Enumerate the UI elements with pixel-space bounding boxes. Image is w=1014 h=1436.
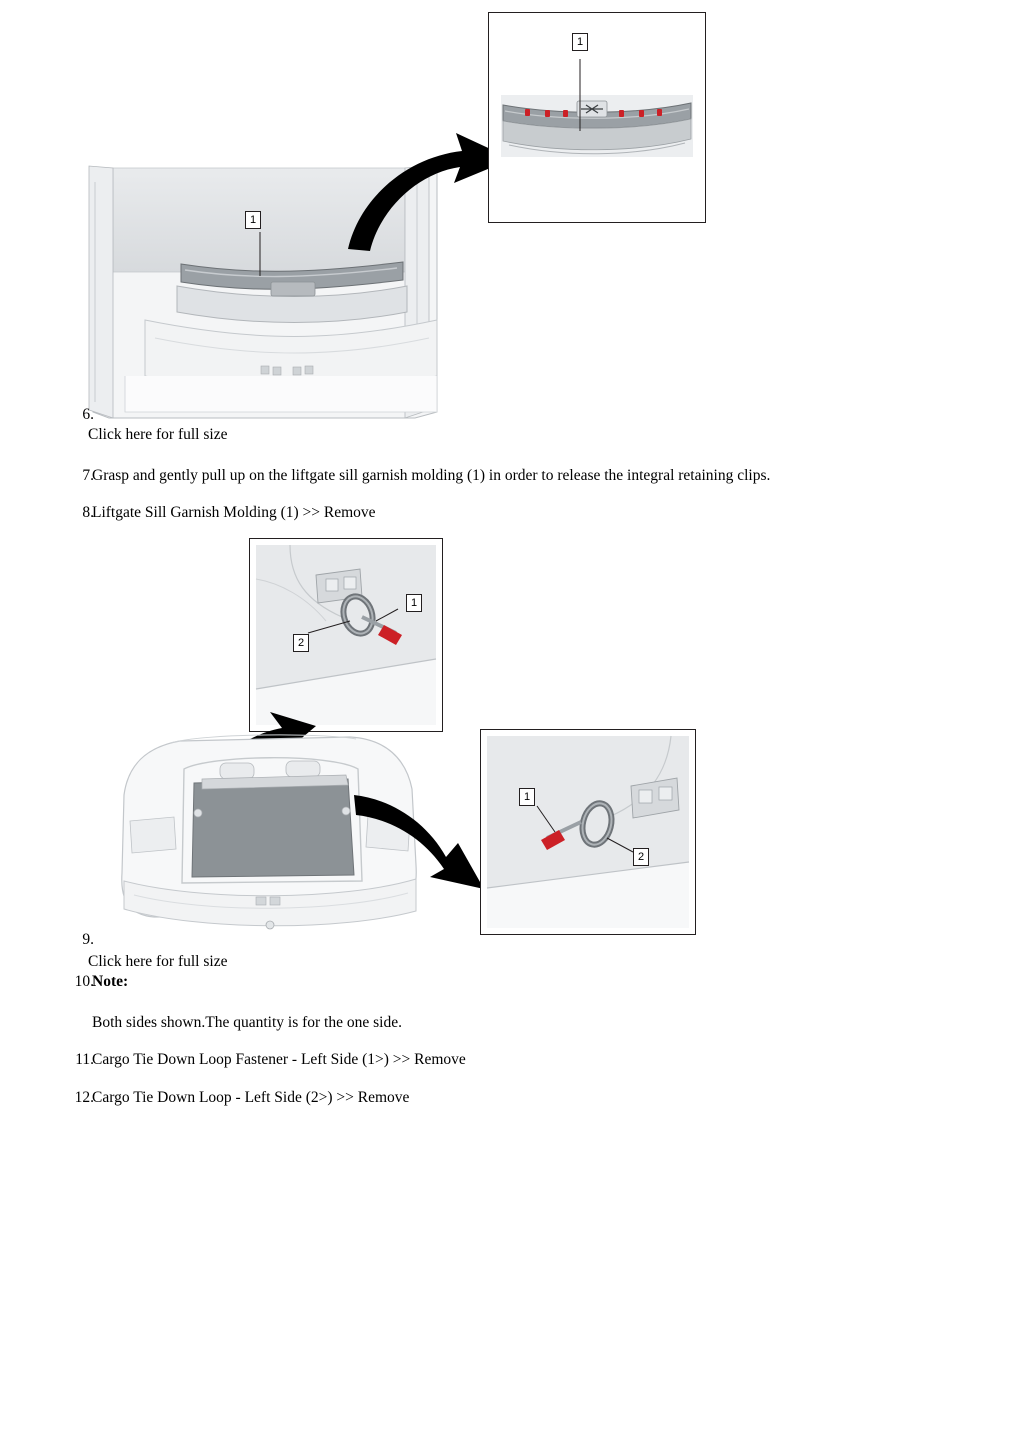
note-label: Note (92, 973, 123, 990)
callout-chip-1-upper: 1 (406, 594, 422, 612)
zoom-arrow-lower-icon (350, 785, 490, 895)
note-body-text: Both sides shown.The quantity is for the one side. (92, 1014, 402, 1031)
note-colon: : (123, 973, 129, 990)
step-9-number: 9. (82, 931, 94, 948)
callout-chip-1-detail: 1 (572, 33, 588, 51)
step-8-number: 8. (82, 504, 94, 521)
step-12-number: 12. (74, 1089, 94, 1106)
callout-chip-2-upper: 2 (293, 634, 309, 652)
figure-liftgate-sill-garnish (0, 0, 1014, 415)
step-6-number: 6. (82, 406, 94, 423)
step-11-number: 11. (75, 1051, 94, 1068)
tie-down-loop-detail-upper (250, 539, 442, 731)
step-9-full-size-link[interactable]: Click here for full size (88, 953, 228, 970)
step-10-note-body (92, 1013, 402, 1033)
detail-callout-box-1 (488, 12, 706, 223)
step-11-text: Cargo Tie Down Loop Fastener - Left Side (1>) >> Remove (92, 1051, 466, 1068)
callout-chip-1-lower: 1 (519, 788, 535, 806)
step-12-text: Cargo Tie Down Loop - Left Side (2>) >> Remove (92, 1089, 410, 1106)
detail-callout-box-upper (249, 538, 443, 732)
step-7-number: 7. (82, 467, 94, 484)
figure-cargo-tie-down-loop (0, 530, 1014, 945)
step-8-text: Liftgate Sill Garnish Molding (1) >> Remove (92, 504, 376, 521)
detail-callout-box-lower (480, 729, 696, 935)
step-10-number: 10. (74, 973, 94, 990)
step-6-full-size-link[interactable]: Click here for full size (88, 426, 228, 443)
sill-garnish-detail-illustration (489, 13, 705, 222)
step-7-text: Grasp and gently pull up on the liftgate sill garnish molding (1) in order to release the integral retaining clips. (92, 467, 771, 484)
callout-chip-2-lower: 2 (633, 848, 649, 866)
callout-chip-1-main: 1 (245, 211, 261, 229)
tie-down-loop-detail-lower (481, 730, 695, 934)
step-10-note-label-wrap (92, 972, 992, 992)
